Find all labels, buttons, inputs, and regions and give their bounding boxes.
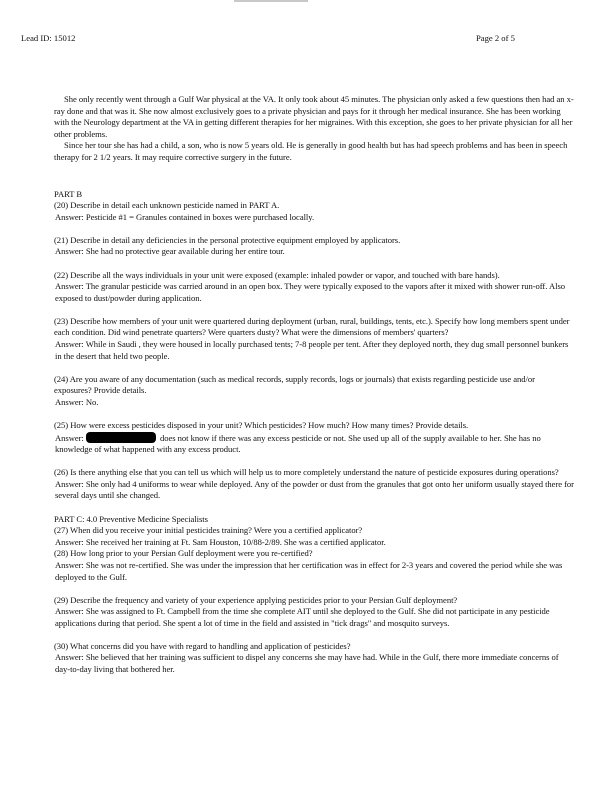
answer-27: Answer: She received her training at Ft. Sam Houston, 10/88-2/89. She was a certified applicator. <box>55 536 386 547</box>
answer-24: Answer: No. <box>55 396 99 407</box>
redaction-block <box>86 432 156 443</box>
lead-id: Lead ID: 15012 <box>21 33 76 43</box>
document-body <box>54 94 574 676</box>
answer-22: Answer: The granular pesticide was carried around in an open box. They were typically exposed to the vapors after it mixed with shower run-off. Also exposed to dust/powder during application. <box>55 281 565 303</box>
answer-28: Answer: She was not re-certified. She was under the impression that her certification was in effect for 2-3 years and covered the period while she was deployed to the Gulf. <box>55 559 563 582</box>
question-29: (29) Describe the frequency and variety of your experience applying pesticides prior to your Persian Gulf deployment? <box>54 594 458 605</box>
part-c-title: PART C: 4.0 Preventive Medicine Specialists <box>54 513 208 524</box>
answer-26: Answer: She only had 4 uniforms to wear while deployed. Any of the powder or dust from the granules that got onto her uniform usually stayed there for several days until she changed. <box>55 478 574 501</box>
answer-30: Answer: She believed that her training was sufficient to dispel any concerns she may have had. While in the Gulf, there more immediate concerns of day-to-day living that bothered her. <box>55 652 559 675</box>
question-30: (30) What concerns did you have with regard to handling and application of pesticides? <box>54 640 351 651</box>
question-24: (24) Are you aware of any documentation (such as medical records, supply records, logs or journals) that exists regarding pesticide use and/or exposures? Provide details. <box>54 373 535 396</box>
question-25: (25) How were excess pesticides disposed in your unit? Which pesticides? How much? How many times? Provide details. <box>54 419 469 430</box>
answer-25 <box>54 432 574 456</box>
page-number: Page 2 of 5 <box>476 33 515 43</box>
question-27: (27) When did you receive your initial pesticides training? Were you a certified applicator? <box>54 525 363 536</box>
answer-21: Answer: She had no protective gear available during her entire tour. <box>55 246 285 257</box>
question-20: (20) Describe in detail each unknown pesticide named in PART A. <box>54 200 280 211</box>
answer-29: Answer: She was assigned to Ft. Campbell from the time she complete AIT until she deployed to the Gulf. She did not participate in any pesticide applications during that period. She spent a lot of time in the field and assisted in "tick drags" and mosquito surveys. <box>55 606 550 628</box>
question-22: (22) Describe all the ways individuals in your unit were exposed (example: inhaled powder or vapor, and touched with bare hands). <box>54 269 500 280</box>
question-21: (21) Describe in detail any deficiencies in the personal protective equipment employed by applicators. <box>54 234 401 245</box>
answer-25-prefix: Answer: <box>55 432 84 443</box>
question-23: (23) Describe how members of your unit were quartered during deployment (urban, rural, buildings, tents, etc.). Specify how long members spent under each condition. Did wind penetrate quarters? Were quarters dusty? What were the dimensions of members' quarters? <box>54 315 570 338</box>
answer-23: Answer: While in Saudi , they were housed in locally purchased tents; 7-8 people per tent. After they deployed north, they dug small personnel bunkers in the desert that held two people. <box>55 339 569 361</box>
scan-artifact-line <box>234 0 308 2</box>
question-28: (28) How long prior to your Persian Gulf deployment were you re-certified? <box>54 548 313 559</box>
intro-paragraph-1: She only recently went through a Gulf War physical at the VA. It only took about 45 minutes. The physician only asked a few questions then had an x-ray done and that was it. She now almost exclusively goes to a private physician and pays for it through her medical insurance. She has been working with the Neurology department at the VA in getting different therapies for her migraines. With this exception, she goes to her private physician for all her other problems. <box>54 94 574 139</box>
intro-paragraph-2: Since her tour she has had a child, a son, who is now 5 years old. He is generally in good health but has had speech problems and has been in speech therapy for 2 1/2 years. It may require corrective surgery in the future. <box>54 140 568 162</box>
answer-20: Answer: Pesticide #1 = Granules contained in boxes were purchased locally. <box>55 211 315 222</box>
question-26: (26) Is there anything else that you can tell us which will help us to more completely understand the nature of pesticide exposures during operations? <box>54 467 559 478</box>
answer-25-text: does not know if there was any excess pesticide or not. She used up all of the supply available to her. She has no knowledge of what happened with any excess product. <box>55 432 541 455</box>
part-b-title: PART B <box>54 188 83 199</box>
